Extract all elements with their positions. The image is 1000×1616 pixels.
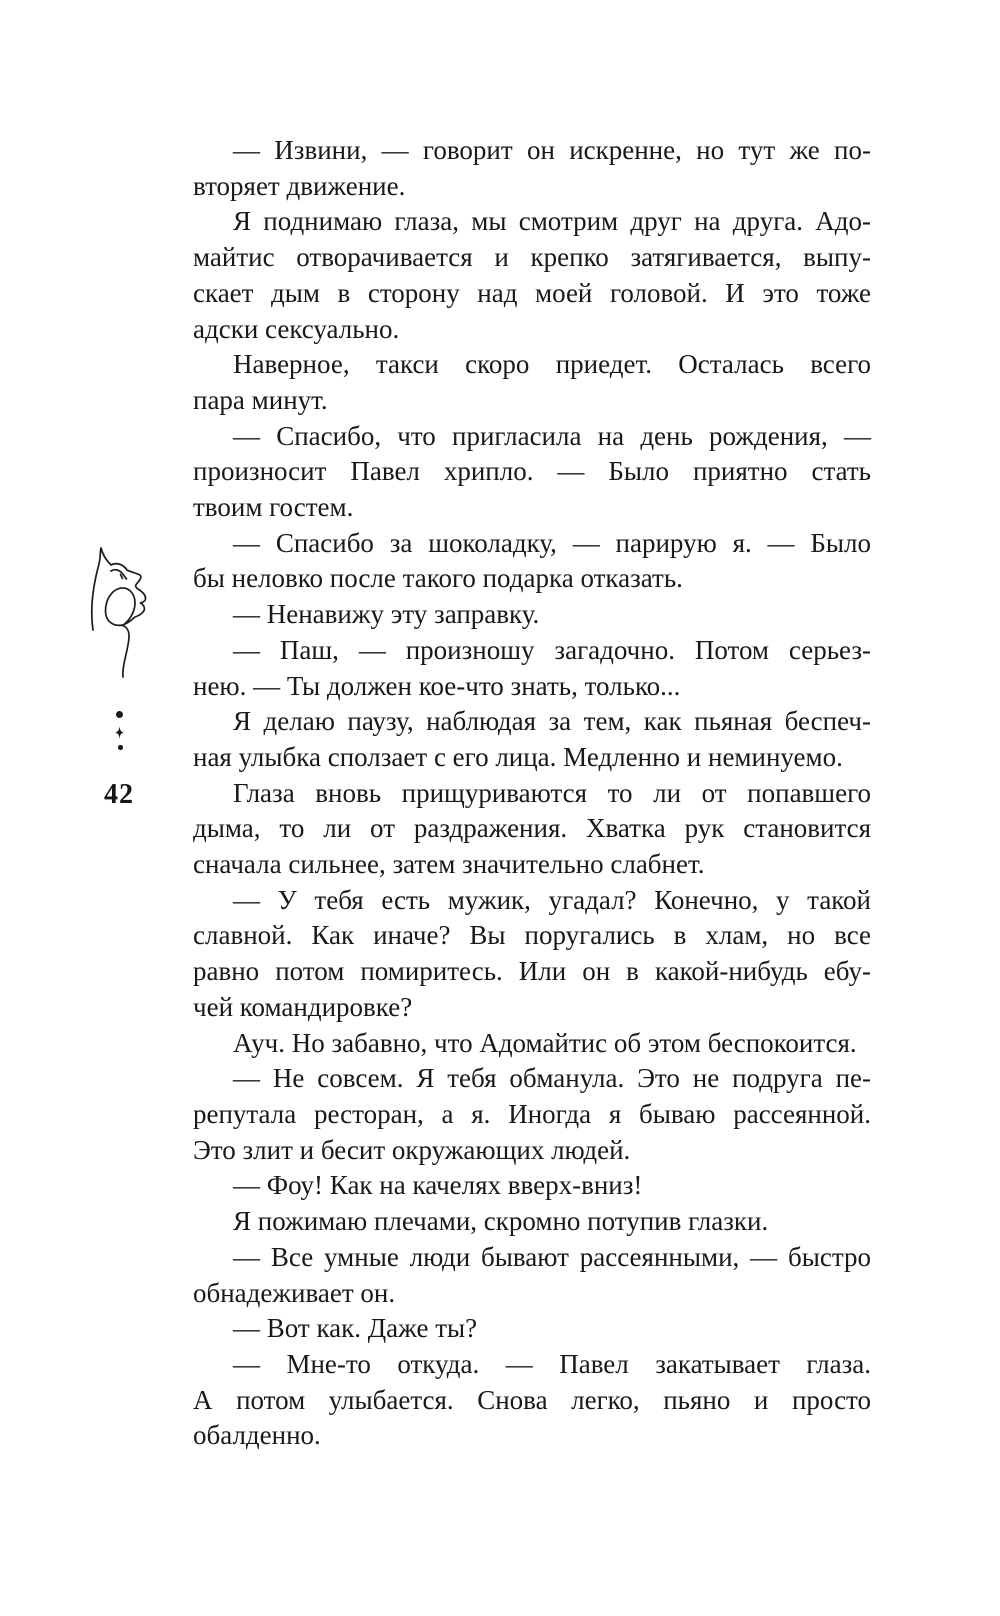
face-line-art-icon [83, 522, 153, 682]
text-line: — Мне-то откуда. — Павел закатывает глаза. [233, 1348, 871, 1379]
text-line: — Не совсем. Я тебя обманула. Это не подруга пе- [233, 1063, 871, 1094]
text-line: Я пожимаю плечами, скромно потупив глазки. [233, 1206, 769, 1237]
text-line: — Вот как. Даже ты? [233, 1313, 478, 1344]
text-line: — Все умные люди бывают рассеянными, — быстро [233, 1241, 871, 1272]
text-line: пара минут. [193, 384, 328, 415]
text-line: Наверное, такси скоро приедет. Осталась всего [233, 349, 871, 380]
text-line: чей командировке? [193, 991, 413, 1022]
text-line: вторяет движение. [193, 170, 406, 201]
text-line: равно потом помиритесь. Или он в какой-нибудь ебу- [193, 956, 871, 987]
text-line: обнадеживает он. [193, 1277, 396, 1308]
text-line: сначала сильнее, затем значительно слабнет. [193, 849, 705, 880]
text-line: — Извини, — говорит он искренне, но тут же по- [233, 135, 871, 165]
text-line: бы неловко после такого подарка отказать. [193, 563, 683, 594]
ornament-dot-small [118, 745, 123, 750]
text-line: Ауч. Но забавно, что Адомайтис об этом беспокоится. [233, 1027, 857, 1058]
text-line: Это злит и бесит окружающих людей. [193, 1134, 631, 1165]
text-line: — У тебя есть мужик, угадал? Конечно, у такой [233, 884, 871, 915]
page-number: 42 [104, 779, 134, 810]
sparkle-icon [115, 726, 124, 739]
text-line: скает дым в сторону над моей головой. И это тоже [193, 277, 871, 308]
text-line: произносит Павел хрипло. — Было приятно стать [193, 456, 871, 487]
text-line: А потом улыбается. Снова легко, пьяно и просто [193, 1384, 871, 1415]
text-line: Глаза вновь прищуриваются то ли от попавшего [233, 777, 871, 808]
text-line: — Паш, — произношу загадочно. Потом серьез- [233, 634, 871, 665]
text-line: обалденно. [193, 1420, 321, 1451]
ornament-dot-large [116, 711, 123, 718]
text-line: дыма, то ли от раздражения. Хватка рук становится [193, 813, 871, 844]
text-line: нею. — Ты должен кое-что знать, только... [193, 670, 681, 701]
text-line: — Спасибо, что пригласила на день рождения, — [233, 420, 871, 451]
text-line: ная улыбка сползает с его лица. Медленно и неминуемо. [193, 741, 843, 772]
text-line: славной. Как иначе? Вы поругались в хлам, но все [193, 920, 871, 951]
text-line: твоим гостем. [193, 492, 354, 523]
text-line: — Ненавижу эту заправку. [233, 599, 540, 630]
text-line: — Спасибо за шоколадку, — парирую я. — Было [233, 527, 871, 558]
text-line: — Фоу! Как на качелях вверх-вниз! [233, 1170, 643, 1201]
text-line: майтис отворачивается и крепко затягивается, выпу- [193, 242, 871, 273]
text-line: Я поднимаю глаза, мы смотрим друг на друга. Адо- [233, 206, 871, 237]
body-text [193, 133, 871, 1454]
text-line: адски сексуально. [193, 313, 400, 344]
text-line: репутала ресторан, а я. Иногда я бываю рассеянной. [193, 1098, 871, 1129]
text-line: Я делаю паузу, наблюдая за тем, как пьяная беспеч- [233, 706, 871, 737]
